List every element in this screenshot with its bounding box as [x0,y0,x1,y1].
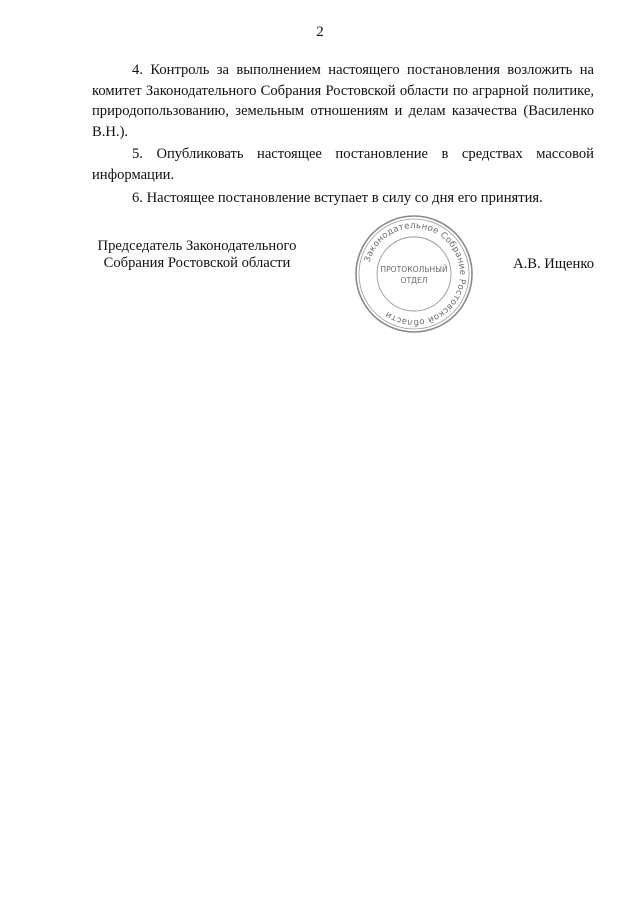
signatory-position-line-1: Председатель Законодательного [97,238,297,254]
page-number: 2 [316,24,324,40]
paragraph-5: 5. Опубликовать настоящее постановление в средствах массовой информации. [92,146,594,183]
official-stamp [352,212,476,336]
stamp-center-line-2: ОТДЕЛ [400,276,428,285]
paragraph-6: 6. Настоящее постановление вступает в силу со дня его принятия. [132,190,543,206]
stamp-center-line-1: ПРОТОКОЛЬНЫЙ [380,265,448,274]
paragraph-4: 4. Контроль за выполнением настоящего постановления возложить на комитет Законодательного Собрания Ростовской области по аграрной политике, природопользованию, земельным отношениям и делам казачества (Василенко В.Н.). [92,62,594,140]
stamp-seal-icon [352,212,476,336]
stamp-ring-text: Законодательное Собрание Ростовской области [362,220,468,328]
signatory-name: А.В. Ищенко [513,256,594,272]
signatory-position [92,238,302,272]
signatory-position-line-2: Собрания Ростовской области [103,255,291,271]
